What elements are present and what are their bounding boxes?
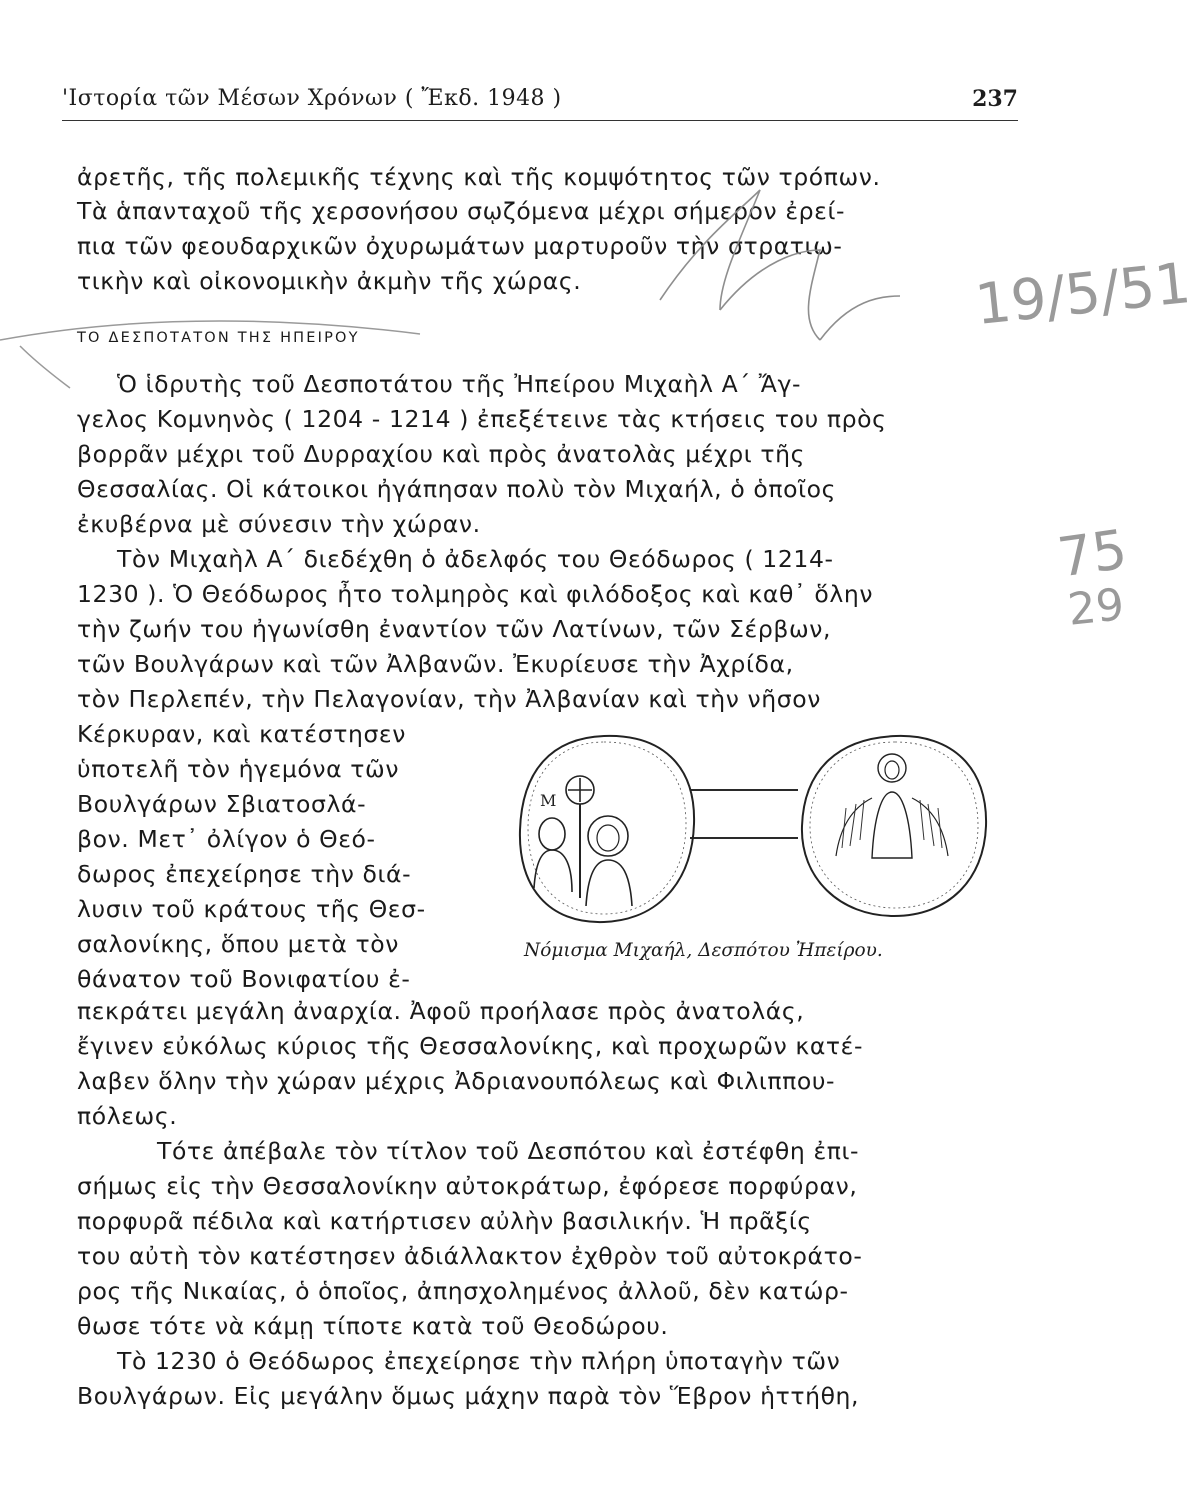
running-header [62, 86, 1018, 118]
text-line: Βουλγάρων Σβιατοσλά- [77, 790, 367, 818]
text-line: τῶν Βουλγάρων καὶ τῶν Ἀλβανῶν. Ἐκυρίευσε τὴν Ἀχρίδα, [77, 650, 794, 678]
text-line: βορρᾶν μέχρι τοῦ Δυρραχίου καὶ πρὸς ἀνατολὰς μέχρι τῆς [77, 440, 805, 468]
text-line: γελος Κομνηνὸς ( 1204 - 1214 ) ἐπεξέτεινε τὰς κτήσεις του πρὸς [77, 405, 887, 433]
section-heading: ΤΟ ΔΕΣΠΟΤΑΤΟΝ ΤΗΣ ΗΠΕΙΡΟΥ [77, 330, 360, 346]
text-line: βον. Μετ᾽ ὀλίγον ὁ Θεό- [77, 825, 376, 853]
pencil-mark [20, 346, 70, 388]
text-line: Θεσσαλίας. Οἱ κάτοικοι ἠγάπησαν πολὺ τὸν Μιχαήλ, ὁ ὁποῖος [77, 475, 836, 503]
text-line: δωρος ἐπεχείρησε τὴν διά- [77, 860, 412, 888]
coin-illustration [500, 728, 1020, 928]
text-line: ἀρετῆς, τῆς πολεμικῆς τέχνης καὶ τῆς κομψότητος τῶν τρόπων. [77, 163, 881, 191]
header-rule [62, 120, 1018, 121]
text-line: ἐκυβέρνα μὲ σύνεσιν τὴν χώραν. [77, 510, 481, 538]
text-line: πόλεως. [77, 1102, 178, 1130]
coin-legend: Μ [540, 791, 557, 810]
coin-reverse [802, 736, 986, 916]
text-line: θάνατον τοῦ Βονιφατίου ἐ- [77, 965, 411, 993]
coin-obverse [520, 736, 694, 922]
text-line: λαβεν ὅλην τὴν χώραν μέχρις Ἀδριανουπόλεως καὶ Φιλιππου- [77, 1067, 836, 1095]
text-line: τικὴν καὶ οἰκονομικὴν ἀκμὴν τῆς χώρας. [77, 267, 582, 295]
connector-bar [690, 790, 798, 838]
pencil-number: 75 [1053, 517, 1131, 590]
book-title: 'Ιστορία τῶν Μέσων Χρόνων ( Ἔκδ. 1948 ) [62, 86, 562, 111]
text-line: ὑποτελῆ τὸν ἡγεμόνα τῶν [77, 755, 400, 783]
text-line: Κέρκυραν, καὶ κατέστησεν [77, 720, 406, 748]
text-line: Τὰ ἁπανταχοῦ τῆς χερσονήσου σῳζόμενα μέχρι σήμερον ἐρεί- [77, 197, 846, 225]
text-line: Τὸ 1230 ὁ Θεόδωρος ἐπεχείρησε τὴν πλήρη ὑποταγὴν τῶν [117, 1347, 841, 1375]
text-line: Βουλγάρων. Εἰς μεγάλην ὅμως μάχην παρὰ τὸν Ἕβρον ἡττήθη, [77, 1382, 860, 1410]
text-line: σαλονίκης, ὅπου μετὰ τὸν [77, 930, 400, 958]
pencil-date: 19/5/51 [972, 250, 1194, 339]
text-line: πια τῶν φεουδαρχικῶν ὀχυρωμάτων μαρτυροῦν τὴν στρατιω- [77, 232, 843, 260]
text-line: ἔγινεν εὐκόλως κύριος τῆς Θεσσαλονίκης, καὶ προχωρῶν κατέ- [77, 1032, 864, 1060]
pencil-scribble [820, 296, 900, 340]
text-line: τὴν ζωήν του ἠγωνίσθη ἐναντίον τῶν Λατίνων, τῶν Σέρβων, [77, 615, 832, 643]
text-line: πεκράτει μεγάλη ἀναρχία. Ἀφοῦ προήλασε πρὸς ἀνατολάς, [77, 997, 805, 1025]
text-line: Ὁ ἱδρυτὴς τοῦ Δεσποτάτου τῆς Ἠπείρου Μιχαὴλ Α΄ Ἄγ- [117, 370, 802, 398]
text-line: σήμως εἰς τὴν Θεσσαλονίκην αὐτοκράτωρ, ἐφόρεσε πορφύραν, [77, 1172, 858, 1200]
page-number: 237 [972, 86, 1018, 112]
text-line: πορφυρᾶ πέδιλα καὶ κατήρτισεν αὐλὴν βασιλικήν. Ἡ πρᾶξίς [77, 1207, 812, 1235]
text-line: λυσιν τοῦ κράτους τῆς Θεσ- [77, 895, 426, 923]
text-line: 1230 ). Ὁ Θεόδωρος ἦτο τολμηρὸς καὶ φιλόδοξος καὶ καθ᾽ ὅλην [77, 580, 874, 608]
text-line: του αὐτὴ τὸν κατέστησεν ἀδιάλλακτον ἐχθρὸν τοῦ αὐτοκράτο- [77, 1242, 863, 1270]
pencil-scribble [720, 250, 820, 340]
pencil-number: 29 [1065, 579, 1127, 636]
text-line: Τότε ἀπέβαλε τὸν τίτλον τοῦ Δεσπότου καὶ ἐστέφθη ἐπι- [157, 1137, 860, 1165]
text-line: θωσε τότε νὰ κάμῃ τίποτε κατὰ τοῦ Θεοδώρου. [77, 1312, 669, 1340]
text-line: ρος τῆς Νικαίας, ὁ ὁποῖος, ἀπησχολημένος ἀλλοῦ, δὲν κατώρ- [77, 1277, 849, 1305]
text-line: Τὸν Μιχαὴλ Α΄ διεδέχθη ὁ ἀδελφός του Θεόδωρος ( 1214- [117, 545, 834, 573]
text-line: τὸν Περλεπέν, τὴν Πελαγονίαν, τὴν Ἀλβανίαν καὶ τὴν νῆσον [77, 685, 821, 713]
figure-caption: Νόμισμα Μιχαήλ, Δεσπότου Ἠπείρου. [524, 940, 883, 961]
